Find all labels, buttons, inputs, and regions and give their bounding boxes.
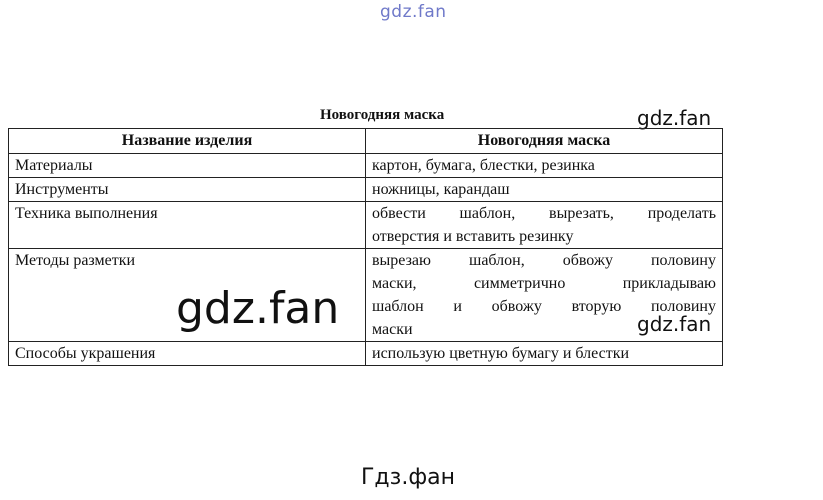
value-line: картон, бумага, блестки, резинка [372,157,595,174]
watermark-center: gdz.fan [176,283,340,334]
row-value [366,342,723,366]
row-label: Техника выполнения [9,202,366,249]
value-line: шаблон и обвожу вторую половину [372,298,716,315]
row-value [366,154,723,178]
value-line: вырезаю шаблон, обвожу половину [372,252,716,269]
value-line: маски, симметрично прикладываю [372,275,716,292]
watermark-bottom: Гдз.фан [361,465,455,490]
row-value [366,202,723,249]
row-label: Инструменты [9,178,366,202]
value-line: использую цветную бумагу и блестки [372,345,630,362]
header-product-name: Название изделия [9,129,366,154]
header-product-value: Новогодняя маска [366,129,723,154]
table-row [9,342,723,366]
table-row [9,202,723,249]
watermark-top: gdz.fan [380,2,447,22]
product-table [8,128,723,366]
value-line: маски [372,321,413,338]
value-line: отверстия и вставить резинку [372,228,574,245]
value-line: обвести шаблон, вырезать, проделать [372,205,716,222]
document-title: Новогодняя маска [320,107,445,123]
row-label: Методы разметки [9,249,366,342]
row-value [366,178,723,202]
watermark-right-top: gdz.fan [637,106,712,130]
table-row [9,178,723,202]
row-label: Материалы [9,154,366,178]
value-line: ножницы, карандаш [372,181,510,198]
row-label: Способы украшения [9,342,366,366]
watermark-right-bottom: gdz.fan [637,312,712,336]
table-row [9,154,723,178]
table-row [9,249,723,342]
table-header-row [9,129,723,154]
